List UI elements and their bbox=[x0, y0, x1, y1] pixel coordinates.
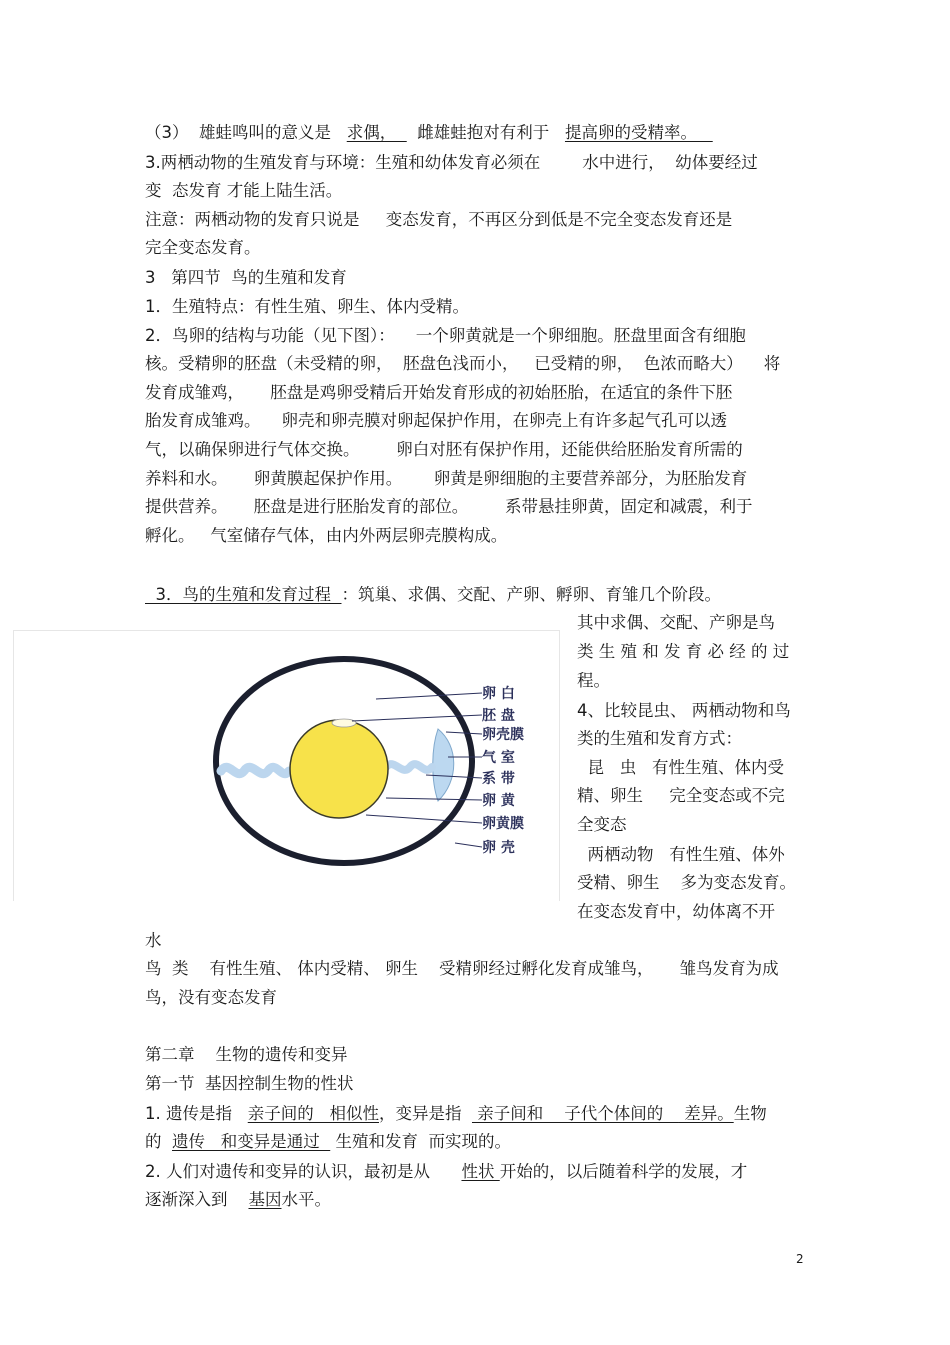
line-egg-structure-3: 发育成雏鸡， 胚盘是鸡卵受精后开始发育形成的初始胚胎，在适宜的条件下胚 bbox=[145, 383, 733, 402]
line-egg-structure-8: 孵化。 气室储存气体，由内外两层卵壳膜构成。 bbox=[145, 526, 508, 545]
right-text-7: 精、卵生 完全变态或不完 bbox=[577, 786, 785, 805]
line-understanding-2: 逐渐深入到 基因水平。 bbox=[145, 1190, 331, 1209]
line-note-cont: 完全变态发育。 bbox=[145, 238, 261, 257]
section-heading-birds: 3 第四节 鸟的生殖和发育 bbox=[145, 268, 347, 287]
label-albumen: 卵 白 bbox=[482, 686, 515, 702]
right-text-2: 类 生 殖 和 发 育 必 经 的 过 bbox=[577, 642, 790, 661]
line-egg-structure-5: 气，以确保卵进行气体交换。 卵白对胚有保护作用，还能供给胚胎发育所需的 bbox=[145, 440, 743, 459]
right-text-1: 其中求偶、交配、产卵是鸟 bbox=[577, 613, 775, 632]
line-frog-call: （3） 雄蛙鸣叫的意义是 求偶， 雌雄蛙抱对有利于 提高卵的受精率。 bbox=[145, 123, 713, 142]
label-yolk: 卵 黄 bbox=[482, 793, 515, 809]
line-bird-process: 3．鸟的生殖和发育过程 ：筑巢、求偶、交配、产卵、孵卵、育雏几个阶段。 bbox=[145, 585, 721, 604]
line-birds-compare: 鸟 类 有性生殖、 体内受精、 卵生 受精卵经过孵化发育成雏鸟， 雏鸟发育为成 bbox=[145, 959, 779, 978]
egg-structure-figure bbox=[13, 630, 560, 901]
right-text-9: 两栖动物 有性生殖、体外 bbox=[577, 845, 785, 864]
line-egg-structure: 2．鸟卵的结构与功能（见下图）： 一个卵黄就是一个卵细胞。胚盘里面含有细胞 bbox=[145, 326, 746, 345]
label-germinal-disc: 胚 盘 bbox=[482, 708, 515, 724]
line-amphibian-env: 3.两栖动物的生殖发育与环境：生殖和幼体发育必须在 水中进行， 幼体要经过 bbox=[145, 153, 758, 172]
right-text-6: 昆 虫 有性生殖、体内受 bbox=[577, 758, 784, 777]
germinal-disc bbox=[332, 719, 356, 727]
right-text-10: 受精、卵生 多为变态发育。 bbox=[577, 873, 796, 892]
line-metamorphosis: 变 态发育 才能上陆生活。 bbox=[145, 181, 343, 200]
label-shell-membrane: 卵壳膜 bbox=[482, 727, 524, 743]
label-shell: 卵 壳 bbox=[482, 840, 515, 856]
line-heredity-def: 1. 遗传是指 亲子间的 相似性，变异是指 亲子间和 子代个体间的 差异。生物 bbox=[145, 1104, 767, 1123]
chapter-heading: 第二章 生物的遗传和变异 bbox=[145, 1045, 348, 1064]
label-air-cell: 气 室 bbox=[482, 750, 515, 766]
chalaza-left bbox=[221, 767, 289, 773]
line-egg-structure-6: 养料和水。 卵黄膜起保护作用。 卵黄是卵细胞的主要营养部分，为胚胎发育 bbox=[145, 469, 748, 488]
line-understanding: 2. 人们对遗传和变异的认识，最初是从 性状 开始的，以后随着科学的发展，才 bbox=[145, 1162, 748, 1181]
right-text-8: 全变态 bbox=[577, 815, 627, 834]
right-text-4: 4、比较昆虫、 两栖动物和鸟 bbox=[577, 701, 791, 720]
right-text-3: 程。 bbox=[577, 671, 610, 690]
label-chalaza: 系 带 bbox=[482, 771, 515, 787]
page-number: 2 bbox=[796, 1252, 804, 1266]
line-egg-structure-7: 提供营养。 胚盘是进行胚胎发育的部位。 系带悬挂卵黄，固定和减震，利于 bbox=[145, 497, 753, 516]
right-text-11: 在变态发育中，幼体离不开 bbox=[577, 902, 775, 921]
line-note: 注意：两栖动物的发育只说是 变态发育，不再区分到低是不完全变态发育还是 bbox=[145, 210, 733, 229]
line-reproduction-features: 1．生殖特点：有性生殖、卵生、体内受精。 bbox=[145, 297, 469, 316]
line-water: 水 bbox=[145, 931, 162, 950]
line-egg-structure-4: 胎发育成雏鸡。 卵壳和卵壳膜对卵起保护作用，在卵壳上有许多起气孔可以透 bbox=[145, 411, 727, 430]
yolk bbox=[290, 720, 388, 818]
egg-diagram bbox=[14, 631, 559, 901]
label-yolk-membrane: 卵黄膜 bbox=[482, 816, 524, 832]
line-birds-compare-2: 鸟，没有变态发育 bbox=[145, 988, 277, 1007]
line-egg-structure-2: 核。受精卵的胚盘（未受精的卵， 胚盘色浅而小， 已受精的卵， 色浓而略大） 将 bbox=[145, 354, 781, 373]
right-text-5: 类的生殖和发育方式： bbox=[577, 729, 742, 748]
line-heredity-def-2: 的 遗传 和变异是通过 生殖和发育 而实现的。 bbox=[145, 1132, 511, 1151]
section-heading-genes: 第一节 基因控制生物的性状 bbox=[145, 1074, 354, 1093]
